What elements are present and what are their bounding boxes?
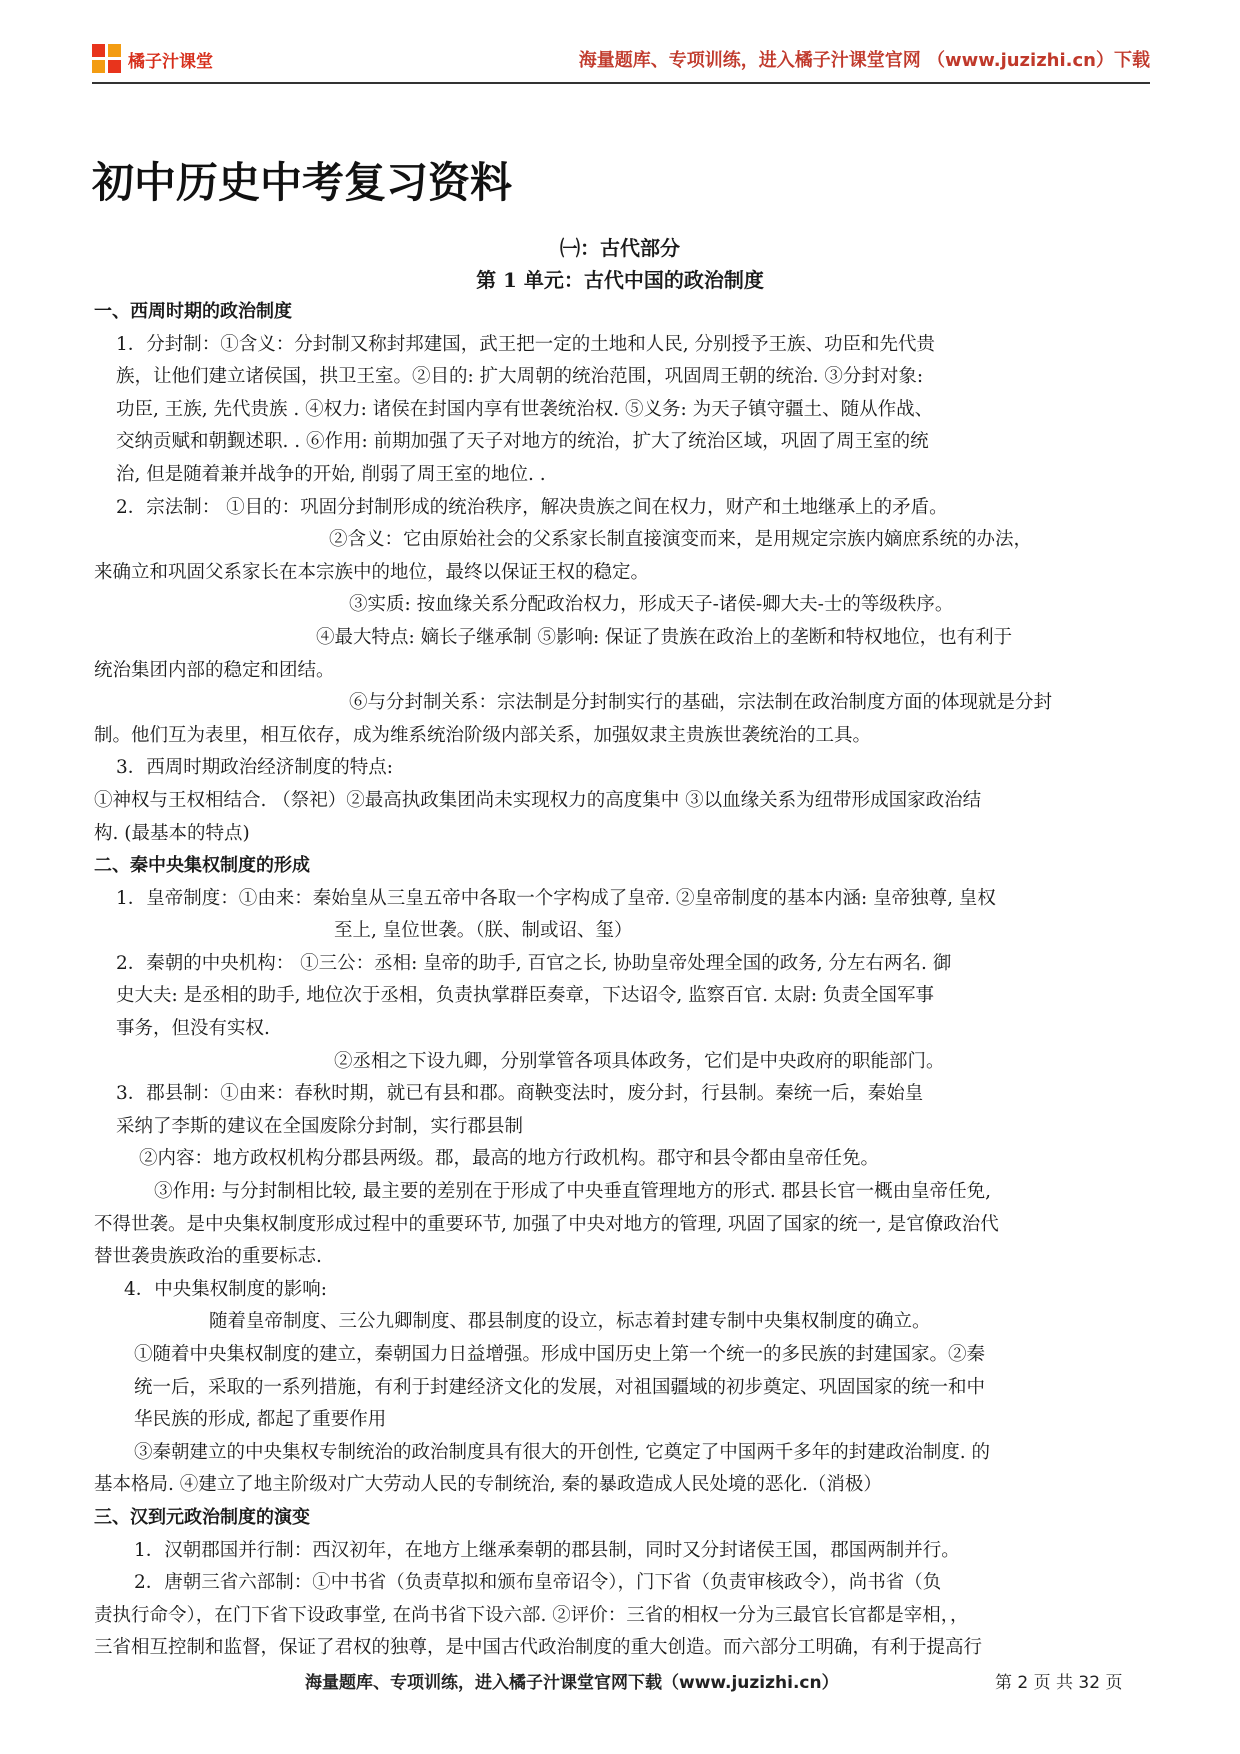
section-heading: 二、秦中央集权制度的形成 <box>94 855 310 877</box>
paragraph-line: 功臣, 王族, 先代贵族 . ④权力: 诸侯在封国内享有世袭统治权. ⑤义务: 为天子镇守疆土、随从作战、 <box>116 398 934 420</box>
header-slogan: 海量题库、专项训练，进入橘子汁课堂官网 （www.juzizhi.cn）下载 <box>578 50 1150 71</box>
part-heading: ㈠：古代部分 <box>560 236 680 260</box>
unit-heading: 第 1 单元：古代中国的政治制度 <box>476 268 764 292</box>
paragraph-line: ②丞相之下设九卿，分别掌管各项具体政务，它们是中央政府的职能部门。 <box>334 1050 945 1072</box>
paragraph-line: 至上, 皇位世袭。（朕、制或诏、玺） <box>334 920 633 942</box>
logo-icon <box>92 44 122 74</box>
paragraph-line: 2．唐朝三省六部制：①中书省（负责草拟和颁布皇帝诏令），门下省（负责审核政令），尚书省（负 <box>134 1572 942 1594</box>
paragraph-line: 替世袭贵族政治的重要标志. <box>94 1246 322 1268</box>
paragraph-line: 采纳了李斯的建议在全国废除分封制，实行郡县制 <box>116 1115 524 1137</box>
paragraph-line: 随着皇帝制度、三公九卿制度、郡县制度的设立，标志着封建专制中央集权制度的确立。 <box>209 1311 931 1333</box>
paragraph-line: ③作用: 与分封制相比较, 最主要的差别在于形成了中央垂直管理地方的形式. 郡县长官一概由皇帝任免, <box>154 1181 992 1203</box>
paragraph-line: 3．西周时期政治经济制度的特点: <box>116 757 394 779</box>
paragraph-line: ④最大特点: 嫡长子继承制 ⑤影响: 保证了贵族在政治上的垄断和特权地位，也有利于 <box>316 626 1013 648</box>
paragraph-line: 2．宗法制： ①目的：巩固分封制形成的统治秩序，解决贵族之间在权力，财产和土地继承上的矛盾。 <box>116 496 948 518</box>
paragraph-line: 基本格局. ④建立了地主阶级对广大劳动人民的专制统治, 秦的暴政造成人民处境的恶化.（消极） <box>94 1474 882 1496</box>
section-heading: 三、汉到元政治制度的演变 <box>94 1506 310 1528</box>
document-title: 初中历史中考复习资料 <box>92 158 513 207</box>
paragraph-line: 治, 但是随着兼并战争的开始, 削弱了周王室的地位. . <box>116 463 546 485</box>
paragraph-line: 1．分封制：①含义：分封制又称封邦建国，武王把一定的土地和人民, 分别授予王族、功臣和先代贵 <box>116 333 936 355</box>
paragraph-line: ③实质: 按血缘关系分配政治权力，形成天子-诸侯-卿大夫-士的等级秩序。 <box>349 594 954 616</box>
paragraph-line: 3．郡县制：①由来：春秋时期，就已有县和郡。商鞅变法时，废分封，行县制。秦统一后，秦始皇 <box>116 1083 924 1105</box>
paragraph-line: 交纳贡赋和朝觐述职. . ⑥作用: 前期加强了天子对地方的统治，扩大了统治区域，巩固了周王室的统 <box>116 431 929 453</box>
paragraph-line: ③秦朝建立的中央集权专制统治的政治制度具有很大的开创性, 它奠定了中国两千多年的封建政治制度. 的 <box>134 1441 991 1463</box>
paragraph-line: 族，让他们建立诸侯国，拱卫王室。②目的: 扩大周朝的统治范围，巩固周王朝的统治. ③分封对象: <box>116 366 924 388</box>
paragraph-line: 2．秦朝的中央机构： ①三公：丞相: 皇帝的助手, 百官之长, 协助皇帝处理全国的政务, 分左右两名. 御 <box>116 952 952 974</box>
paragraph-line: 制。他们互为表里，相互依存，成为维系统治阶级内部关系，加强奴隶主贵族世袭统治的工具。 <box>94 724 872 746</box>
paragraph-line: ①神权与王权相结合. （祭祀）②最高执政集团尚未实现权力的高度集中 ③以血缘关系为纽带形成国家政治结 <box>94 789 982 811</box>
paragraph-line: ⑥与分封制关系：宗法制是分封制实行的基础，宗法制在政治制度方面的体现就是分封 <box>349 692 1053 714</box>
logo-text: 橘子汁课堂 <box>128 51 213 72</box>
paragraph-line: 责执行命令），在门下省下设政事堂, 在尚书省下设六部. ②评价：三省的相权一分为三最官长官都是宰相，， <box>94 1604 969 1626</box>
brand-logo[interactable] <box>92 44 213 74</box>
paragraph-line: 1．皇帝制度：①由来：秦始皇从三皇五帝中各取一个字构成了皇帝. ②皇帝制度的基本内涵: 皇帝独尊, 皇权 <box>116 887 996 909</box>
paragraph-line: 不得世袭。是中央集权制度形成过程中的重要环节, 加强了中央对地方的管理, 巩固了国家的统一, 是官僚政治代 <box>94 1213 999 1235</box>
paragraph-line: 4．中央集权制度的影响: <box>124 1278 328 1300</box>
paragraph-line: 1．汉朝郡国并行制：西汉初年，在地方上继承秦朝的郡县制，同时又分封诸侯王国，郡国两制并行。 <box>134 1539 960 1561</box>
page-number: 第 2 页 共 32 页 <box>995 1673 1123 1693</box>
paragraph-line: ①随着中央集权制度的建立，秦朝国力日益增强。形成中国历史上第一个统一的多民族的封建国家。②秦 <box>134 1344 986 1365</box>
paragraph-line: 事务，但没有实权. <box>116 1018 270 1040</box>
paragraph-line: ②内容：地方政权机构分郡县两级。郡，最高的地方行政机构。郡守和县令都由皇帝任免。 <box>139 1148 880 1170</box>
paragraph-line: 来确立和巩固父系家长在本宗族中的地位，最终以保证王权的稳定。 <box>94 561 650 583</box>
paragraph-line: 三省相互控制和监督，保证了君权的独尊，是中国古代政治制度的重大创造。而六部分工明确，有利于提高行 <box>94 1637 983 1659</box>
footer-slogan: 海量题库、专项训练，进入橘子汁课堂官网下载（www.juzizhi.cn） <box>305 1673 839 1693</box>
paragraph-line: 统治集团内部的稳定和团结。 <box>94 659 335 681</box>
paragraph-line: ②含义：它由原始社会的父系家长制直接演变而来，是用规定宗族内嫡庶系统的办法， <box>329 529 1033 551</box>
page-header <box>92 42 1150 84</box>
paragraph-line: 统一后，采取的一系列措施，有利于封建经济文化的发展，对祖国疆域的初步奠定、巩固国家的统一和中 <box>134 1376 986 1398</box>
section-heading: 一、西周时期的政治制度 <box>94 301 292 322</box>
paragraph-line: 构. (最基本的特点) <box>94 822 250 844</box>
document-body <box>94 296 1154 1665</box>
paragraph-line: 史大夫: 是丞相的助手, 地位次于丞相，负责执掌群臣奏章，下达诏令, 监察百官. 太尉: 负责全国军事 <box>116 985 935 1007</box>
paragraph-line: 华民族的形成, 都起了重要作用 <box>134 1409 387 1431</box>
